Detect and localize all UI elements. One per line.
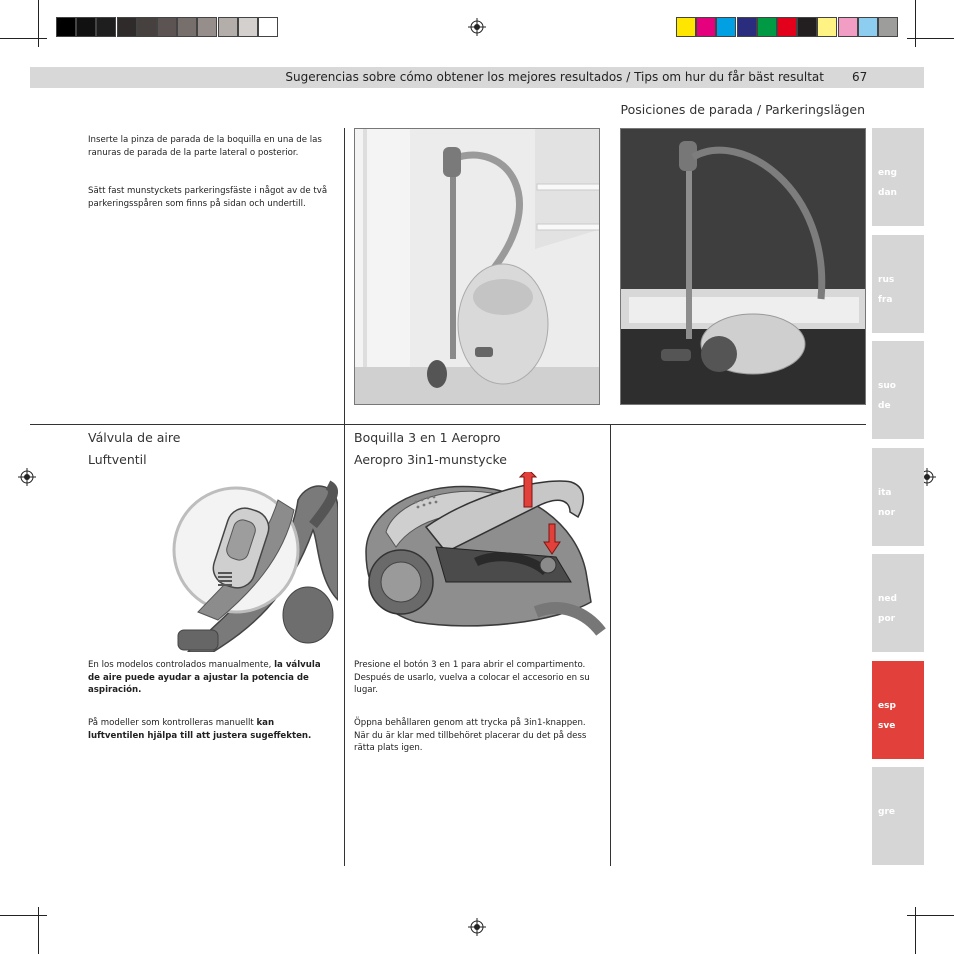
registration-mark-top-icon (468, 18, 486, 36)
running-title: Sugerencias sobre cómo obtener los mejores resultados / Tips om hur du får bäst resultat (285, 70, 824, 84)
color-swatch (777, 17, 797, 37)
color-swatch (737, 17, 757, 37)
nozzle-title-es: Boquilla 3 en 1 Aeropro (354, 430, 501, 445)
language-tab-gre[interactable] (872, 767, 924, 865)
column-divider-2 (610, 425, 611, 866)
gray-swatch (238, 17, 258, 37)
language-tab-ned[interactable] (872, 554, 924, 652)
gray-swatch (258, 17, 278, 37)
registration-mark-bottom-icon (468, 918, 486, 936)
color-swatch (858, 17, 878, 37)
running-header (30, 67, 924, 88)
color-swatch (676, 17, 696, 37)
gray-swatch (96, 17, 116, 37)
nozzle-title-sv: Aeropro 3in1-munstycke (354, 452, 507, 467)
gray-swatch (56, 17, 76, 37)
column-divider-1 (344, 128, 345, 866)
language-tab-label: gre (878, 807, 895, 817)
gray-swatch (76, 17, 96, 37)
gray-swatch (197, 17, 217, 37)
language-tab-label: dan (878, 188, 897, 198)
registration-mark-left-icon (18, 468, 36, 486)
parking-section-title: Posiciones de parada / Parkeringslägen (620, 102, 865, 117)
gray-swatch (117, 17, 137, 37)
parking-text-es: Inserte la pinza de parada de la boquilla en una de las ranuras de parada de la parte lateral o posterior. (88, 135, 322, 158)
language-tab-label: fra (878, 294, 893, 305)
gray-swatch (137, 17, 157, 37)
language-tab-suo[interactable] (872, 341, 924, 439)
color-swatch (838, 17, 858, 37)
crop-mark-tr-h (907, 38, 954, 39)
language-tab-label: de (878, 401, 891, 411)
crop-mark-tl-v (38, 0, 39, 47)
gray-swatch (218, 17, 238, 37)
parking-text-sv: Sätt fast munstyckets parkeringsfäste i något av de två parkeringsspåren som finns på sidan och undertill. (88, 186, 328, 209)
language-tab-eng[interactable] (872, 128, 924, 226)
crop-mark-br-h (907, 915, 954, 916)
language-tab-label: ned (878, 594, 897, 604)
color-swatch (797, 17, 817, 37)
page-number: 67 (852, 70, 868, 84)
color-swatch (696, 17, 716, 37)
gray-swatch (177, 17, 197, 37)
language-tab-label: esp (878, 700, 896, 711)
gray-swatch (157, 17, 177, 37)
photo-parking-upright (354, 128, 600, 405)
language-tab-label: eng (878, 168, 897, 178)
color-swatch (817, 17, 837, 37)
photo-parking-horizontal (620, 128, 866, 405)
crop-mark-tl-h (0, 38, 47, 39)
crop-mark-tr-v (915, 0, 916, 47)
air-valve-text-sv: På modeller som kontrolleras manuellt kan luftventilen hjälpa till att justera sugeffekten. (88, 718, 312, 741)
air-valve-title-sv: Luftventil (88, 452, 147, 467)
air-valve-title-es: Válvula de aire (88, 430, 181, 445)
color-swatch (878, 17, 898, 37)
language-tab-label: nor (878, 507, 896, 518)
air-valve-text-es: En los modelos controlados manualmente, la válvula de aire puede ayudar a ajustar la potencia de aspiración. (88, 660, 321, 695)
language-tab-label: por (878, 614, 896, 624)
language-tab-label: suo (878, 381, 896, 391)
crop-mark-bl-h (0, 915, 47, 916)
language-tab-ita[interactable] (872, 448, 924, 546)
illustration-air-valve (168, 480, 338, 652)
nozzle-text-es: Presione el botón 3 en 1 para abrir el compartimento. Después de usarlo, vuelva a colocar el accesorio en su lugar. (354, 660, 590, 695)
language-tab-esp[interactable] (872, 661, 924, 759)
illustration-3in1-nozzle (356, 472, 606, 644)
language-tab-rus[interactable] (872, 235, 924, 333)
language-tab-label: sve (878, 720, 896, 731)
color-swatch (716, 17, 736, 37)
color-swatch (757, 17, 777, 37)
language-tab-label: rus (878, 274, 895, 285)
row-divider (30, 424, 866, 425)
nozzle-text-sv: Öppna behållaren genom att trycka på 3in1-knappen. När du är klar med tillbehöret placerar du det på dess rätta plats igen. (354, 718, 587, 753)
language-tab-label: ita (878, 487, 892, 498)
